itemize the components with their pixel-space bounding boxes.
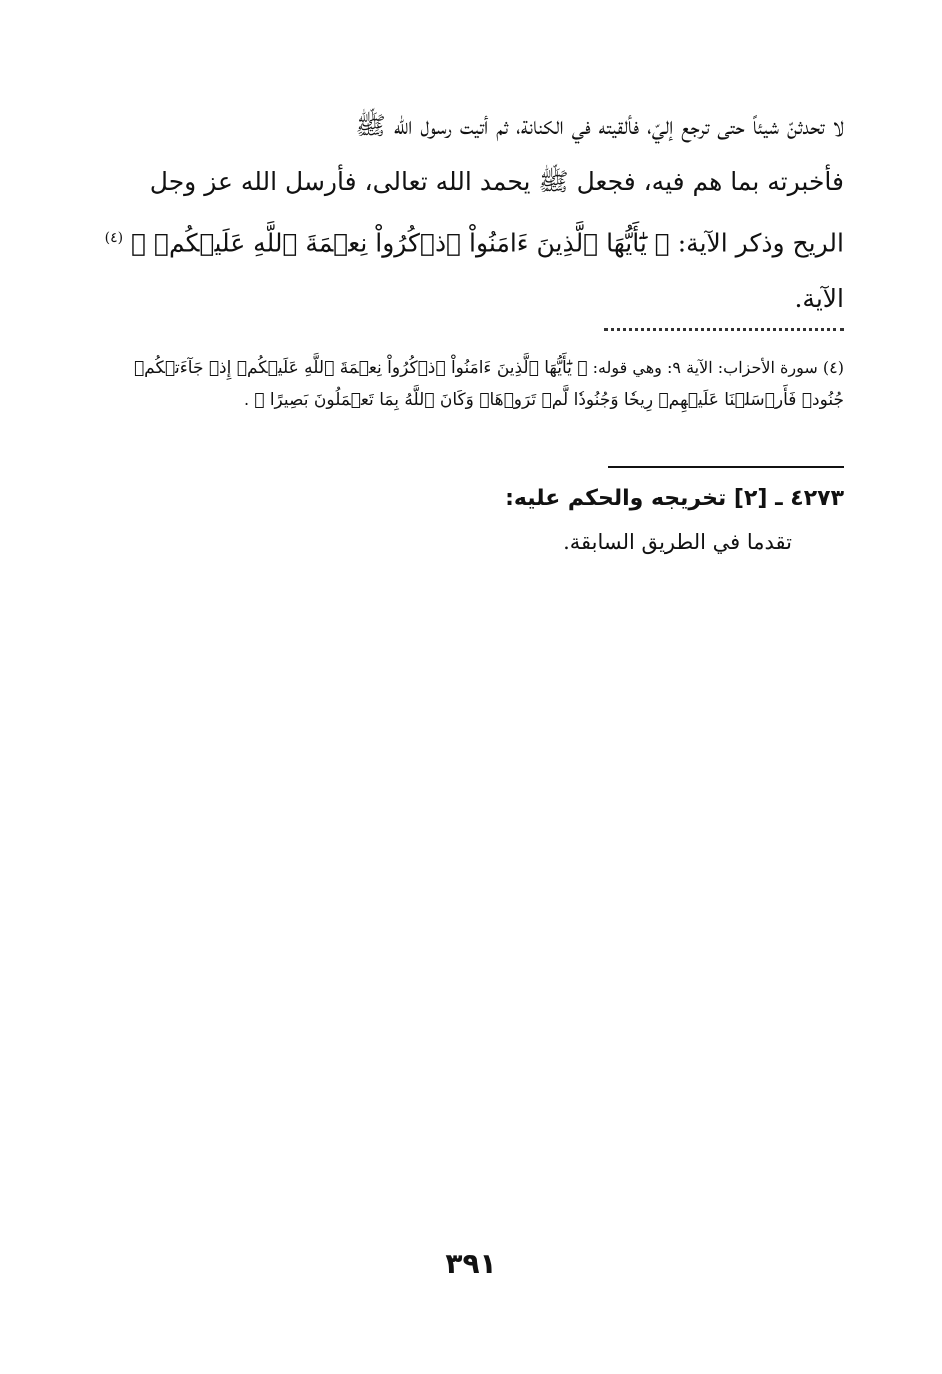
main-text-line: لا تحدثنّ شيئاً حتى ترجع إليّ، فألقيته في الكنانة، ثم أتيت رسول الله ﷺ	[355, 111, 844, 140]
footnote-marker: (٤)	[104, 230, 124, 246]
footnote-quran-verse: ﴿ يَٰٓأَيُّهَا ٱلَّذِينَ ءَامَنُواْ ٱذۡكُرُواْ نِعۡمَةَ ٱللَّهِ عَلَيۡكُمۡ إِذۡ جَآءَتۡكُمۡ جُنُودٞ فَأَرۡسَلۡنَا عَلَيۡهِمۡ رِيحٗا وَجُنُودٗا لَّمۡ تَرَوۡهَاۚ وَكَانَ ٱللَّهُ بِمَا تَعۡمَلُونَ بَصِيرًا ﴾	[133, 358, 844, 410]
section-body: تقدما في الطريق السابقة.	[563, 530, 792, 554]
section-heading: ٤٢٧٣ ـ [٢] تخريجه والحكم عليه:	[505, 486, 844, 511]
footnote-number: (٤)	[822, 358, 844, 377]
footnote-text: سورة الأحزاب: الآية ٩: وهي قوله:	[592, 358, 818, 377]
footnote-end: .	[244, 390, 250, 409]
main-text-line: فأخبرته بما هم فيه، فجعل ﷺ يحمد الله تعالى، فأرسل الله عز وجل	[149, 167, 844, 196]
main-text-block	[104, 98, 844, 327]
main-text-line-with-verse	[104, 210, 844, 271]
quran-verse: ﴿ يَٰٓأَيُّهَا ٱلَّذِينَ ءَامَنُواْ ٱذۡكُرُواْ نِعۡمَةَ ٱللَّهِ عَلَيۡكُمۡ ﴾	[131, 228, 670, 258]
section-divider	[608, 466, 844, 468]
takhrij-section	[114, 476, 844, 562]
page-number: ٣٩١	[445, 1247, 497, 1280]
footnote-separator	[604, 328, 844, 333]
verse-intro-text: الريح وذكر الآية:	[677, 228, 844, 258]
footnote	[99, 352, 844, 416]
main-text-line: الآية.	[794, 284, 844, 314]
